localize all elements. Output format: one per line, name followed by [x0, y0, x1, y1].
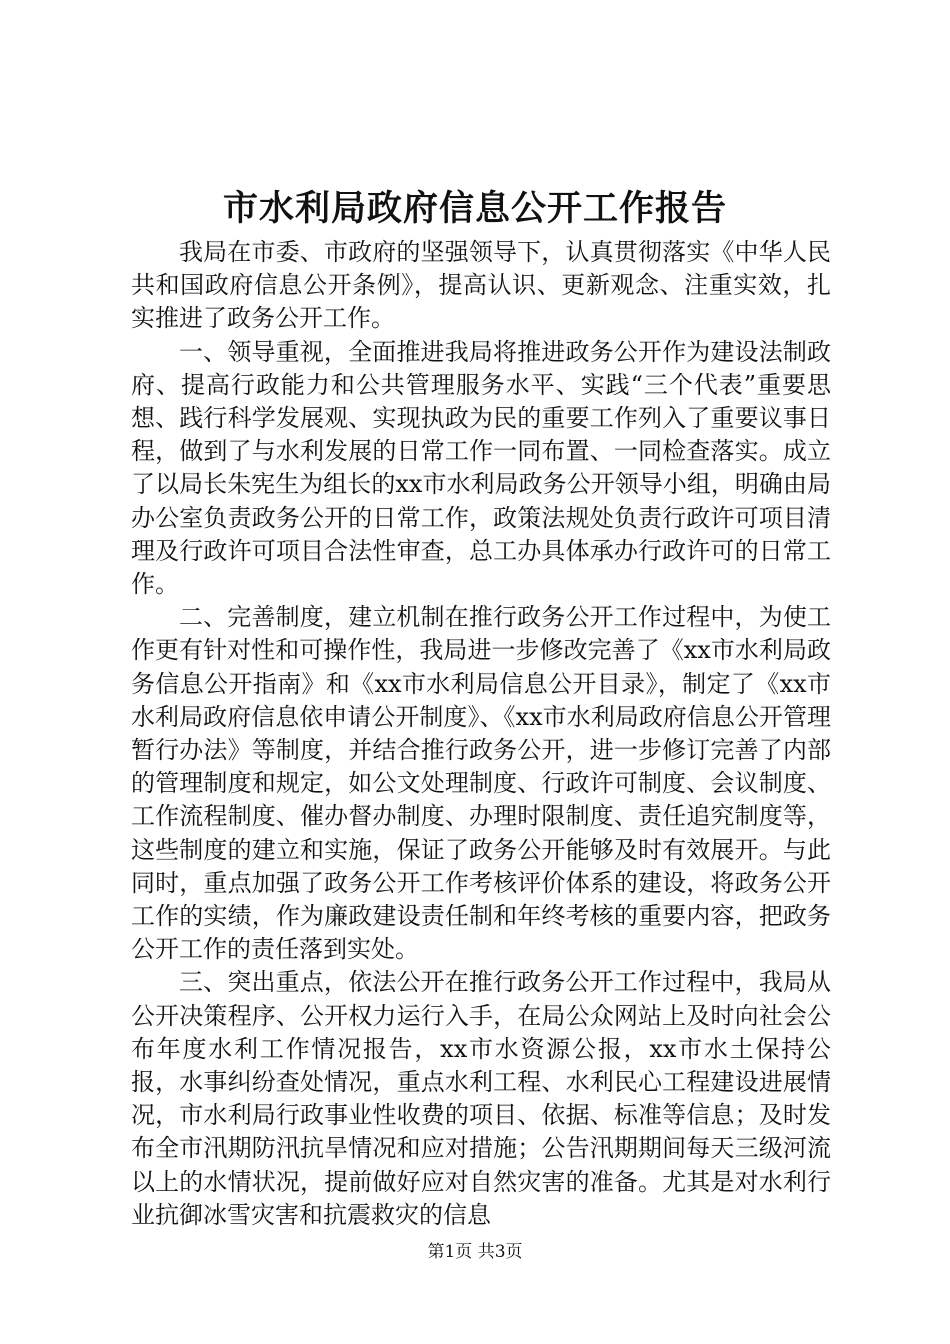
paragraph-intro: 我局在市委、市政府的坚强领导下，认真贯彻落实《中华人民共和国政府信息公开条例》，提高认识、更新观念、注重实效，扎实推进了政务公开工作。	[131, 238, 831, 333]
paragraph-section-3: 三、突出重点，依法公开在推行政务公开工作过程中，我局从公开决策程序、公开权力运行入手，在局公众网站上及时向社会公布年度水利工作情况报告，xx市水资源公报，xx市水土保持公报，水事纠纷查处情况，重点水利工程、水利民心工程建设进展情况，市水利局行政事业性收费的项目、依据、标准等信息；及时发布全市汛期防汛抗旱情况和应对措施；公告汛期期间每天三级河流以上的水情状况，提前做好应对自然灾害的准备。尤其是对水利行业抗御冰雪灾害和抗震救灾的信息	[131, 968, 831, 1229]
document-title: 市水利局政府信息公开工作报告	[222, 188, 727, 229]
document-body	[131, 236, 831, 1232]
paragraph-section-1: 一、领导重视，全面推进我局将推进政务公开作为建设法制政府、提高行政能力和公共管理服务水平、实践“三个代表”重要思想、践行科学发展观、实现执政为民的重要工作列入了重要议事日程，做到了与水利发展的日常工作一同布置、一同检查落实。成立了以局长朱宪生为组长的xx市水利局政务公开领导小组，明确由局办公室负责政务公开的日常工作，政策法规处负责行政许可项目清理及行政许可项目合法性审查，总工办具体承办行政许可的日常工作。	[131, 337, 831, 599]
page-number-footer: 第1页 共3页	[427, 1242, 523, 1262]
paragraph-section-2: 二、完善制度，建立机制在推行政务公开工作过程中，为使工作更有针对性和可操作性，我局进一步修改完善了《xx市水利局政务信息公开指南》和《xx市水利局信息公开目录》，制定了《xx市水利局政府信息依申请公开制度》、《xx市水利局政府信息公开管理暂行办法》等制度，并结合推行政务公开，进一步修订完善了内部的管理制度和规定，如公文处理制度、行政许可制度、会议制度、工作流程制度、催办督办制度、办理时限制度、责任追究制度等，这些制度的建立和实施，保证了政务公开能够及时有效展开。与此同时，重点加强了政务公开工作考核评价体系的建设，将政务公开工作的实绩，作为廉政建设责任制和年终考核的重要内容，把政务公开工作的责任落到实处。	[131, 603, 831, 964]
